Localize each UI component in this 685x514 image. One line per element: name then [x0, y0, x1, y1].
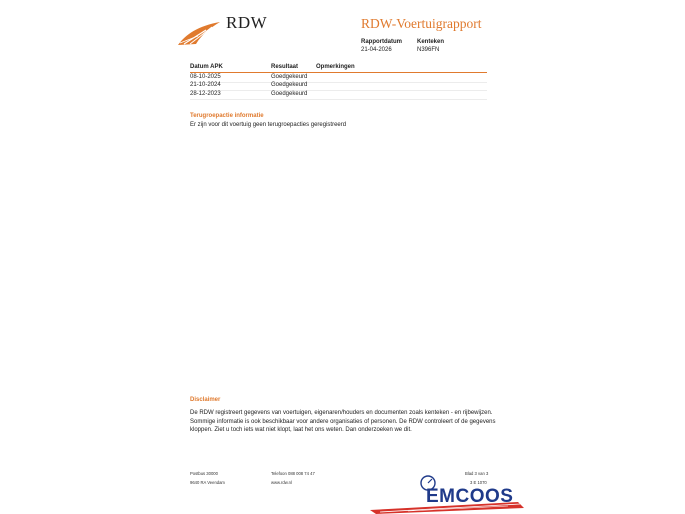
- row-date: 08-10-2025: [190, 73, 221, 80]
- report-date-value: 21-04-2026: [361, 47, 392, 53]
- rdw-logo-icon: [176, 20, 222, 46]
- recall-text: Er zijn voor dit voertuig geen terugroepacties geregistreerd: [190, 122, 347, 128]
- emcoos-watermark-logo: [368, 474, 528, 514]
- footer-website[interactable]: www.rdw.nl: [271, 480, 292, 485]
- footer-postbox: Postbus 30000: [190, 471, 218, 476]
- recall-title: Terugroepactie informatie: [190, 113, 264, 119]
- report-title: RDW-Voertuigrapport: [361, 16, 482, 31]
- row-result: Goedgekeurd: [271, 82, 308, 88]
- report-date-label: Rapportdatum: [361, 39, 402, 45]
- row-date: 21-10-2024: [190, 82, 221, 88]
- col-header-date: Datum APK: [190, 64, 223, 70]
- table-row: [190, 90, 487, 100]
- footer-postcode: 9640 RA Veendam: [190, 480, 225, 485]
- row-result: Goedgekeurd: [271, 90, 308, 97]
- watermark-brand: EMCOOS: [426, 486, 514, 507]
- row-result: Goedgekeurd: [271, 73, 308, 80]
- logo-text: RDW: [226, 13, 268, 32]
- footer-page-number: Blad 3 van 3: [465, 471, 489, 476]
- plate-label: Kenteken: [417, 39, 445, 45]
- disclaimer-line-2: Sommige informatie is ook beschikbaar voor andere organisaties of personen. De RDW controleert of de gegevens: [190, 418, 496, 425]
- disclaimer-line-3: kloppen. Ziet u toch iets wat niet klopt, laat het ons weten. Dan onderzoeken we dit.: [190, 427, 412, 434]
- disclaimer-line-1: De RDW registreert gegevens van voertuigen, eigenaren/houders en documenten zoals kenteken - en rijbewijzen.: [190, 410, 493, 416]
- footer-code: 3 E 1070: [470, 480, 487, 485]
- footer-phone: Telefoon 088 008 74 47: [271, 471, 315, 476]
- row-date: 28-12-2023: [190, 90, 221, 97]
- plate-value: N396FN: [417, 47, 440, 53]
- col-header-remarks: Opmerkingen: [316, 64, 355, 70]
- col-header-result: Resultaat: [271, 64, 299, 70]
- disclaimer-title: Disclaimer: [190, 397, 221, 403]
